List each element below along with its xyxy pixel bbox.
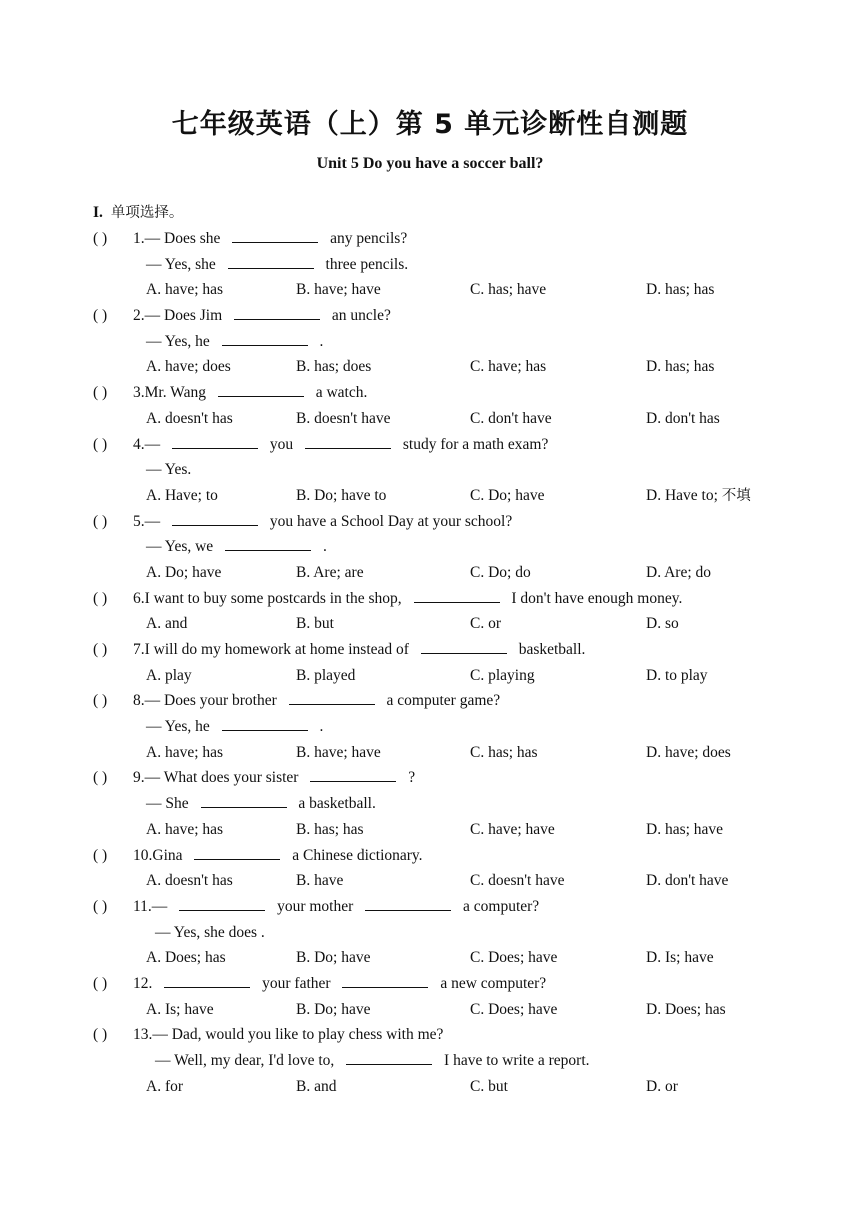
option-d[interactable]: D. has; have — [646, 820, 724, 838]
option-c[interactable]: C. has; have — [470, 281, 547, 299]
question-item — [0, 894, 860, 971]
option-c[interactable]: C. don't have — [470, 409, 552, 427]
option-d[interactable]: D. has; has — [646, 281, 715, 299]
options-row — [0, 354, 860, 380]
answer-blank[interactable] — [365, 896, 451, 911]
option-a[interactable]: A. Have; to — [146, 486, 218, 504]
option-b[interactable]: B. but — [296, 615, 334, 633]
options-row — [0, 663, 860, 689]
answer-blank[interactable] — [310, 767, 396, 782]
question-item — [0, 765, 860, 842]
answer-parentheses[interactable]: ( ) — [93, 897, 108, 915]
option-c[interactable]: C. playing — [470, 666, 535, 684]
option-d[interactable]: D. so — [646, 615, 679, 633]
question-item — [0, 226, 860, 303]
options-row — [0, 406, 860, 432]
answer-parentheses[interactable]: ( ) — [93, 769, 108, 787]
question-stem — [0, 432, 860, 458]
answer-parentheses[interactable]: ( ) — [93, 692, 108, 710]
question-text: a new computer? — [436, 974, 547, 992]
answer-parentheses[interactable]: ( ) — [93, 589, 108, 607]
question-response — [0, 791, 860, 817]
question-text: 8.— Does your brother — [133, 692, 281, 710]
options-row — [0, 817, 860, 843]
question-response — [0, 329, 860, 355]
answer-blank[interactable] — [201, 793, 287, 808]
option-a[interactable]: A. Does; has — [146, 949, 226, 967]
options-row — [0, 1074, 860, 1100]
question-text: . — [315, 718, 324, 736]
option-d[interactable]: D. Have to; 不填 — [646, 486, 751, 504]
answer-blank[interactable] — [164, 973, 250, 988]
answer-blank[interactable] — [234, 305, 320, 320]
options-row — [0, 740, 860, 766]
question-item — [0, 586, 860, 637]
option-b[interactable]: B. played — [296, 666, 356, 684]
question-stem — [0, 843, 860, 869]
answer-blank[interactable] — [194, 845, 280, 860]
question-text: a computer? — [459, 897, 540, 915]
question-response — [0, 534, 860, 560]
option-c[interactable]: C. has; has — [470, 743, 538, 761]
question-text: — Well, my dear, I'd love to, — [155, 1052, 339, 1069]
question-item — [0, 688, 860, 765]
question-item — [0, 380, 860, 431]
question-item — [0, 971, 860, 1022]
answer-parentheses[interactable]: ( ) — [93, 512, 108, 530]
question-text: basketball. — [514, 641, 586, 658]
option-c[interactable]: C. have; has — [470, 358, 547, 376]
question-list — [0, 226, 860, 1099]
question-response — [0, 1048, 860, 1074]
question-stem — [0, 509, 860, 535]
option-a[interactable]: A. Is; have — [146, 1000, 214, 1018]
answer-blank[interactable] — [225, 536, 311, 551]
question-text: ? — [404, 769, 416, 787]
question-stem — [0, 380, 860, 406]
option-d[interactable]: D. don't has — [646, 409, 720, 427]
question-text: 11.— — [133, 897, 172, 915]
question-stem — [0, 971, 860, 997]
option-a[interactable]: A. have; has — [146, 281, 224, 299]
section-heading — [93, 201, 183, 222]
question-text: . — [315, 332, 324, 350]
option-a[interactable]: A. play — [146, 666, 192, 684]
option-c[interactable]: C. doesn't have — [470, 872, 565, 890]
options-row — [0, 945, 860, 971]
options-row — [0, 560, 860, 586]
question-item — [0, 1022, 860, 1099]
question-stem — [0, 637, 860, 663]
answer-parentheses[interactable]: ( ) — [93, 435, 108, 453]
options-row — [0, 997, 860, 1023]
answer-blank[interactable] — [421, 639, 507, 654]
question-text: — Yes, he — [146, 718, 214, 736]
question-text: any pencils? — [326, 230, 408, 247]
answer-blank[interactable] — [228, 254, 314, 269]
option-a[interactable]: A. have; has — [146, 820, 224, 838]
answer-blank[interactable] — [222, 331, 308, 346]
answer-parentheses[interactable]: ( ) — [93, 1026, 108, 1044]
answer-blank[interactable] — [179, 896, 265, 911]
question-text: a Chinese dictionary. — [288, 846, 423, 864]
option-d[interactable]: D. have; does — [646, 743, 731, 761]
question-text: a watch. — [311, 384, 368, 402]
option-a[interactable]: A. for — [146, 1077, 184, 1095]
answer-parentheses[interactable]: ( ) — [93, 230, 108, 247]
question-text: — Yes, she — [146, 255, 220, 273]
question-stem — [0, 303, 860, 329]
option-b[interactable]: B. Do; have — [296, 949, 371, 967]
option-d[interactable]: D. Are; do — [646, 563, 712, 581]
option-a[interactable]: A. doesn't has — [146, 409, 233, 427]
option-a[interactable]: A. Do; have — [146, 563, 222, 581]
option-b[interactable]: B. Do; have — [296, 1000, 371, 1018]
options-row — [0, 483, 860, 509]
question-text: 4.— — [133, 435, 164, 453]
option-d[interactable]: D. has; has — [646, 358, 715, 376]
question-text: a basketball. — [294, 795, 376, 813]
option-b[interactable]: B. have; have — [296, 281, 381, 299]
option-a[interactable]: A. have; does — [146, 358, 231, 376]
option-b[interactable]: B. have — [296, 872, 344, 890]
option-d[interactable]: D. or — [646, 1077, 678, 1095]
option-b[interactable]: B. Are; are — [296, 563, 364, 581]
answer-blank[interactable] — [172, 434, 258, 449]
question-text: . — [319, 538, 327, 556]
question-item — [0, 843, 860, 894]
question-text: you have a School Day at your school? — [266, 512, 513, 530]
options-row — [0, 611, 860, 637]
question-response — [0, 457, 860, 483]
question-text: three pencils. — [321, 255, 409, 273]
options-row — [0, 277, 860, 303]
question-response — [0, 714, 860, 740]
option-d[interactable]: D. Does; has — [646, 1000, 726, 1018]
question-item — [0, 637, 860, 688]
question-text: 13.— Dad, would you like to play chess with me? — [133, 1026, 444, 1044]
option-b[interactable]: B. doesn't have — [296, 409, 391, 427]
option-a[interactable]: A. have; has — [146, 743, 224, 761]
question-stem — [0, 894, 860, 920]
option-a[interactable]: A. doesn't has — [146, 872, 233, 890]
answer-blank[interactable] — [305, 434, 391, 449]
question-text: 1.— Does she — [133, 230, 225, 247]
option-b[interactable]: B. have; have — [296, 743, 381, 761]
option-b[interactable]: B. Do; have to — [296, 486, 387, 504]
question-text: your father — [258, 974, 335, 992]
answer-blank[interactable] — [172, 511, 258, 526]
page-title: 七年级英语（上）第 5 单元诊断性自测题 — [171, 109, 689, 140]
question-item — [0, 303, 860, 380]
option-c[interactable]: C. Do; have — [470, 486, 545, 504]
question-item — [0, 509, 860, 586]
question-response — [0, 920, 860, 946]
option-b[interactable]: B. and — [296, 1077, 337, 1095]
section-text: 单项选择。 — [110, 205, 184, 221]
option-c[interactable]: C. but — [470, 1077, 508, 1095]
question-text: an uncle? — [328, 307, 391, 325]
options-row — [0, 868, 860, 894]
option-c[interactable]: C. Does; have — [470, 1000, 558, 1018]
answer-parentheses[interactable]: ( ) — [93, 307, 108, 325]
option-b[interactable]: B. has; has — [296, 820, 364, 838]
page-subtitle: Unit 5 Do you have a soccer ball? — [316, 155, 544, 172]
option-b[interactable]: B. has; does — [296, 358, 372, 376]
question-text: — Yes, he — [146, 332, 214, 350]
option-d[interactable]: D. Is; have — [646, 949, 714, 967]
question-stem — [0, 226, 860, 252]
question-text: study for a math exam? — [399, 435, 549, 453]
answer-blank[interactable] — [342, 973, 428, 988]
option-d[interactable]: D. don't have — [646, 872, 729, 890]
option-c[interactable]: C. have; have — [470, 820, 555, 838]
option-d[interactable]: D. to play — [646, 666, 708, 684]
question-text: — She — [146, 795, 193, 813]
question-stem — [0, 765, 860, 791]
answer-parentheses[interactable]: ( ) — [93, 846, 108, 864]
question-text: a computer game? — [382, 692, 501, 710]
question-text: your mother — [273, 897, 358, 915]
option-c[interactable]: C. Does; have — [470, 949, 558, 967]
question-text: 6.I want to buy some postcards in the shop, — [133, 589, 406, 607]
question-response — [0, 252, 860, 278]
option-c[interactable]: C. Do; do — [470, 563, 531, 581]
question-text: 7.I will do my homework at home instead of — [133, 641, 413, 658]
question-text: — Yes, she does . — [155, 923, 265, 941]
option-c[interactable]: C. or — [470, 615, 501, 633]
question-text: I have to write a report. — [440, 1052, 590, 1069]
question-text: 3.Mr. Wang — [133, 384, 210, 402]
answer-blank[interactable] — [289, 690, 375, 705]
answer-blank[interactable] — [222, 716, 308, 731]
question-text: I don't have enough money. — [507, 589, 683, 607]
question-text: — Yes. — [146, 461, 192, 479]
question-text: — Yes, we — [146, 538, 218, 556]
question-text: 5.— — [133, 512, 164, 530]
question-text: you — [266, 435, 297, 453]
answer-parentheses[interactable]: ( ) — [93, 974, 108, 992]
question-text: 12. — [133, 974, 157, 992]
question-item — [0, 432, 860, 509]
question-text: 9.— What does your sister — [133, 769, 303, 787]
section-number: I. — [93, 204, 103, 221]
question-stem — [0, 1022, 860, 1048]
question-stem — [0, 586, 860, 612]
answer-parentheses[interactable]: ( ) — [93, 641, 108, 658]
option-a[interactable]: A. and — [146, 615, 188, 633]
answer-blank[interactable] — [346, 1050, 432, 1065]
question-text: 2.— Does Jim — [133, 307, 226, 325]
answer-blank[interactable] — [218, 382, 304, 397]
question-text: 10.Gina — [133, 846, 187, 864]
answer-blank[interactable] — [414, 588, 500, 603]
answer-blank[interactable] — [232, 228, 318, 243]
answer-parentheses[interactable]: ( ) — [93, 384, 108, 402]
question-stem — [0, 688, 860, 714]
